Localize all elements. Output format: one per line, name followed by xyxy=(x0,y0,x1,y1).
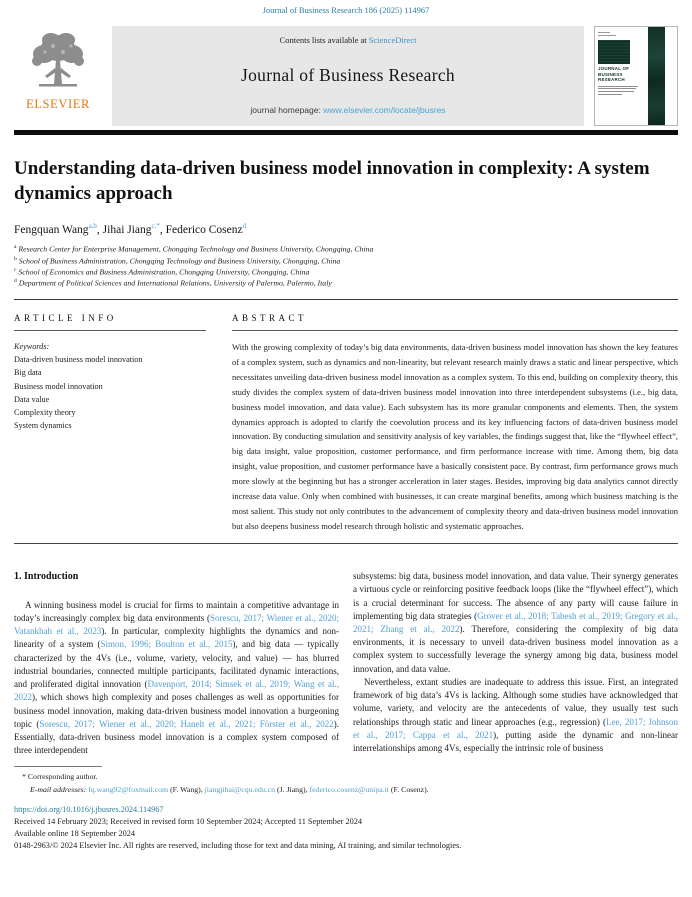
citation-link[interactable]: Sorescu, 2017; Wiener et al., 2020; Hanelt et al., 2021; Förster et al., 2022 xyxy=(39,718,334,729)
journal-reference[interactable]: Journal of Business Research 186 (2025) 114967 xyxy=(262,5,430,15)
article-info-heading: ARTICLE INFO xyxy=(14,312,117,323)
intro-right-column xyxy=(353,570,678,757)
abstract-column xyxy=(232,313,678,534)
abstract-text: With the growing complexity of today’s big data environments, data-driven business model innovation has shown the key features of a complex system, such as dynamics and non-linearity, but relevant research mainly draws a static and linear perspective, which necessitates unveiling data-driven business model innovation as a complex system. To this end, building on complexity theory, this study divides the complex system of data-driven business model innovation into three interdependent subsystems (i.e., big data, business model innovation, and data value). Each subsystem has its more granular components and elements. Then, the system dynamics approach is adopted to clarify the coevolution process and its key influencing factors of data-driven business model innovation. By conducting simulation and sensitivity analysis of key variables, the findings suggest that, like the “flywheel effect”, big data insight, value proposition, customer performance, and firm performance increase with time. Among them, big data insight, value proposition, and customer performance have a basically consistent pace. By contrast, firm performance grows much more slowly at the beginning but has a stronger acceleration in later stages. Besides, improving big data analytics cannot directly increase data value. Only when combined with businesses, it can create marginal benefits, among which business matching is the most salient. This study not only contributes to the advancement of complexity theory and data-driven business model innovation but also deepens business model research through holistic and systematic approaches. xyxy=(232,341,678,532)
citation-link[interactable]: Lee, 2017; Johnson et al., 2017; Cappa et al., 2021 xyxy=(353,716,678,740)
text-segment: (F. Wang), xyxy=(168,784,205,794)
article-info-column xyxy=(14,313,206,534)
cover-green-block xyxy=(598,40,630,64)
author-separator: , xyxy=(96,223,103,236)
intro-paragraph xyxy=(353,676,678,755)
affiliation-text: Department of Political Sciences and International Relations, University of Palermo, Palermo, Italy xyxy=(16,278,332,288)
email-link[interactable]: fq.wang92@foxmail.com xyxy=(88,784,169,794)
text-segment: ). In particular, complexity highlights the dynamics and non-linearity of a system ( xyxy=(14,626,339,650)
elsevier-logo xyxy=(14,26,102,126)
heading-rule xyxy=(232,330,678,331)
text-segment: ). Essentially, data-driven business model innovation is a complex system composed of three interdependent xyxy=(14,718,339,756)
contents-prefix: Contents lists available at xyxy=(279,35,369,45)
email-addresses-line xyxy=(14,784,678,796)
affiliation-item xyxy=(14,267,678,278)
masthead-box xyxy=(112,26,584,126)
keyword-item: Big data xyxy=(14,368,42,378)
email-links xyxy=(88,785,428,794)
abstract-heading: ABSTRACT xyxy=(232,312,308,323)
affiliation-item xyxy=(14,256,678,267)
keywords-block xyxy=(14,340,206,433)
cover-journal-title: JOURNAL OF BUSINESS RESEARCH xyxy=(598,66,630,83)
journal-name: Journal of Business Research xyxy=(241,64,455,85)
cover-green-strip xyxy=(648,27,665,125)
homepage-label: journal homepage: xyxy=(250,105,324,115)
affiliation-sup: b xyxy=(14,255,17,262)
article-title: Understanding data-driven business model innovation in complexity: A system dynamics approach xyxy=(14,158,650,205)
homepage-line xyxy=(250,105,445,115)
affiliation-sup: c xyxy=(14,267,17,274)
footnote-rule xyxy=(14,766,102,767)
available-online-line: Available online 18 September 2024 xyxy=(14,829,136,839)
thick-divider xyxy=(14,130,678,135)
cover-decor-line xyxy=(598,32,610,34)
text-segment: Nevertheless, extant studies are inadequate to address this issue. First, an integrated framework of big data’s 4Vs is lacking. Although some studies have acknowledged that volume, variety, and velocity are the antecedents of value, they usually test such relationships through static and linear approaches (e.g., regression) ( xyxy=(353,676,678,727)
affiliations xyxy=(14,244,678,289)
copyright-line: 0148-2963/© 2024 Elsevier Inc. All rights are reserved, including those for text and data mining, AI training, and similar technologies. xyxy=(14,841,462,851)
corresponding-author-note: * Corresponding author. xyxy=(22,772,98,782)
journal-cover-thumbnail[interactable] xyxy=(594,26,678,126)
text-segment: ), and big data — typically characterized by the 4Vs (i.e., volume, variety, velocity, and value) — has blurred industrial boundaries, connected multiple participants, facilitated dynamic interactions, and proliferated digital innovation ( xyxy=(14,639,339,690)
text-segment: A winning business model is crucial for firms to maintain a competitive advantage in today’s increasingly complex big data environments ( xyxy=(14,599,339,624)
text-segment: ), which shows high complexity and poses challenges as well as opportunities for business model innovation, making data-driven business model innovation a burgeoning topic ( xyxy=(14,692,339,729)
affiliation-item xyxy=(14,244,678,255)
elsevier-wordmark: ELSEVIER xyxy=(26,97,90,111)
text-segment: ). Therefore, considering the complexity of big data environments, it is necessary to unveil data-driven business model innovation as a complex system to successfully leverage the synergy among big data, business model innovation, and data value. xyxy=(353,624,678,674)
cover-decor-line xyxy=(598,35,616,37)
affiliation-item xyxy=(14,278,678,289)
intro-left-column xyxy=(14,570,339,757)
heading-rule xyxy=(14,330,206,331)
affiliation-sup: d xyxy=(14,278,17,285)
citation-link[interactable]: Simon, 1996; Boulton et al., 2015 xyxy=(100,639,233,650)
intro-paragraph xyxy=(353,570,678,676)
masthead-row xyxy=(14,26,678,126)
affiliation-text: School of Business Administration, Chongqing Technology and Business University, Chongqing, China xyxy=(16,256,341,266)
author-sup: c,* xyxy=(151,221,160,230)
text-segment: (J. Jiang), xyxy=(275,784,310,794)
section-heading-introduction: 1. Introduction xyxy=(14,571,79,583)
sciencedirect-link[interactable]: ScienceDirect xyxy=(368,35,417,45)
footnote-block xyxy=(14,766,678,795)
keyword-item: Data value xyxy=(14,394,50,404)
doi-link[interactable]: https://doi.org/10.1016/j.jbusres.2024.114967 xyxy=(14,804,164,814)
text-segment: (F. Cosenz). xyxy=(388,784,429,794)
contents-line xyxy=(280,35,417,45)
author-name[interactable]: Jihai Jiang xyxy=(102,223,152,236)
author-sup: d xyxy=(242,221,247,230)
citation-link[interactable]: Grover et al., 2018; Tabesh et al., 2019; Gregory et al., 2021; Zhang et al., 2022 xyxy=(353,610,678,634)
affiliation-text: School of Economics and Business Administration, Chongqing University, Chongqing, China xyxy=(16,267,310,277)
affiliation-sup: a xyxy=(14,244,17,251)
text-segment: subsystems: big data, business model innovation, and data value. Their synergy generates a virtuous cycle or reinforcing positive feedback loops (like the “flywheel effect”), which is a crucial determinant for success. The absence of any party will cause failure in implementing big data strategies ( xyxy=(353,571,678,621)
thin-divider xyxy=(14,299,678,300)
keyword-item: Complexity theory xyxy=(14,408,76,418)
citation-link[interactable]: Davenport, 2014; Simsek et al., 2019; Wang et al., 2022 xyxy=(14,679,339,703)
keyword-item: System dynamics xyxy=(14,421,72,431)
elsevier-tree-icon xyxy=(25,28,91,96)
keyword-item: Data-driven business model innovation xyxy=(14,355,143,365)
email-link[interactable]: federico.cosenz@unipa.it xyxy=(309,784,389,794)
citation-link[interactable]: Sorescu, 2017; Wiener et al., 2020; Vatankhah et al., 2023 xyxy=(14,613,340,637)
author-line xyxy=(14,222,678,236)
keyword-item: Business model innovation xyxy=(14,381,103,391)
received-line: Received 14 February 2023; Received in revised form 10 September 2024; Accepted 11 September 2024 xyxy=(14,816,363,826)
text-segment: ), putting aside the dynamic and non-linear interrelationships among 4Vs, especially the intrinsic role of business xyxy=(353,729,678,753)
email-label: E-mail addresses: xyxy=(30,784,89,794)
homepage-link[interactable]: www.elsevier.com/locate/jbusres xyxy=(323,105,446,115)
author-name[interactable]: Federico Cosenz xyxy=(165,223,243,236)
email-link[interactable]: jiangjihai@cqu.edu.cn xyxy=(204,784,276,794)
author-separator: , xyxy=(159,223,166,236)
keywords-label: Keywords: xyxy=(14,341,50,351)
thin-divider xyxy=(14,543,678,544)
author-sup: a,b xyxy=(88,221,97,230)
affiliation-text: Research Center for Enterprise Management, Chongqing Technology and Business University, Chongqing, China xyxy=(16,244,374,254)
author-name[interactable]: Fengquan Wang xyxy=(14,223,89,236)
intro-paragraph xyxy=(14,599,339,758)
